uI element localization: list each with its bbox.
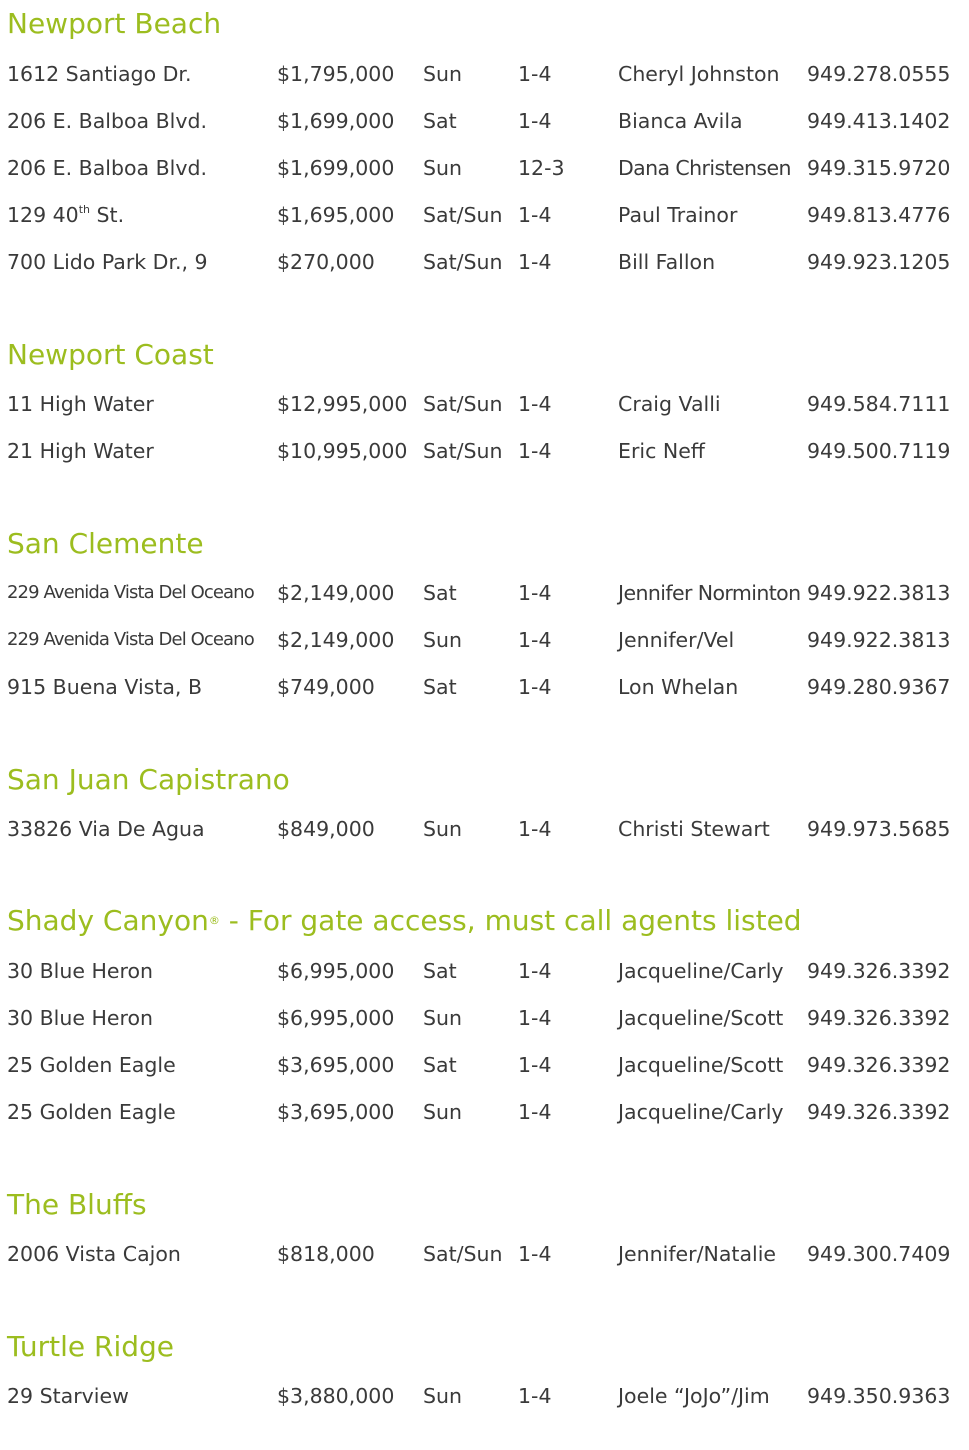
- listing-day: Sun: [423, 628, 462, 652]
- listing-address-street: St.: [90, 203, 125, 227]
- listing-day: Sat: [423, 1053, 457, 1077]
- listing-price: $1,795,000: [277, 62, 395, 86]
- section-title-turtle-ridge: Turtle Ridge: [7, 1330, 175, 1363]
- listing-agent: Jennifer/Vel: [618, 628, 735, 652]
- listing-agent: Eric Neff: [618, 439, 705, 463]
- listing-price: $10,995,000: [277, 439, 408, 463]
- listing-phone: 949.350.9363: [807, 1384, 951, 1408]
- listing-price: $270,000: [277, 250, 375, 274]
- listing-day: Sat: [423, 959, 457, 983]
- listing-price: $818,000: [277, 1242, 375, 1266]
- section-title-newport-coast: Newport Coast: [7, 338, 214, 371]
- listing-address: 206 E. Balboa Blvd.: [7, 109, 208, 133]
- listing-phone: 949.300.7409: [807, 1242, 951, 1266]
- listing-row: [0, 1381, 969, 1411]
- listing-time: 1-4: [518, 1100, 552, 1124]
- listing-row: [0, 106, 969, 136]
- listing-day: Sat/Sun: [423, 392, 503, 416]
- listing-price: $12,995,000: [277, 392, 408, 416]
- listing-phone: 949.326.3392: [807, 959, 951, 983]
- listing-row: [0, 153, 969, 183]
- listing-address: 206 E. Balboa Blvd.: [7, 156, 208, 180]
- listing-address: 229 Avenida Vista Del Oceano: [7, 582, 254, 603]
- listing-phone: 949.584.7111: [807, 392, 951, 416]
- listing-time: 1-4: [518, 817, 552, 841]
- listing-row: [0, 672, 969, 702]
- listing-row: [0, 1097, 969, 1127]
- listing-address: 21 High Water: [7, 439, 154, 463]
- ordinal-suffix: th: [78, 203, 91, 216]
- listing-phone: 949.326.3392: [807, 1100, 951, 1124]
- listing-day: Sat/Sun: [423, 203, 503, 227]
- listing-phone: 949.326.3392: [807, 1053, 951, 1077]
- listing-phone: 949.500.7119: [807, 439, 951, 463]
- listing-address: 2006 Vista Cajon: [7, 1242, 181, 1266]
- listing-row: [0, 1050, 969, 1080]
- listing-row: [0, 578, 969, 608]
- section-title-shady-canyon: [7, 904, 802, 938]
- listing-row: [0, 389, 969, 419]
- listing-phone: 949.278.0555: [807, 62, 951, 86]
- listing-day: Sat/Sun: [423, 439, 503, 463]
- listing-time: 1-4: [518, 62, 552, 86]
- listing-price: $1,699,000: [277, 109, 395, 133]
- listing-row: [0, 625, 969, 655]
- listing-price: $2,149,000: [277, 581, 395, 605]
- listing-agent: Dana Christensen: [618, 156, 791, 180]
- listing-phone: 949.922.3813: [807, 581, 951, 605]
- listing-time: 1-4: [518, 1384, 552, 1408]
- listing-address-number: 129 40: [7, 203, 79, 227]
- listing-time: 1-4: [518, 1053, 552, 1077]
- listing-agent: Craig Valli: [618, 392, 721, 416]
- listing-address: 25 Golden Eagle: [7, 1053, 176, 1077]
- listing-row: [0, 247, 969, 277]
- listing-row: [0, 1003, 969, 1033]
- listing-address: 229 Avenida Vista Del Oceano: [7, 629, 254, 650]
- listing-price: $2,149,000: [277, 628, 395, 652]
- listing-day: Sun: [423, 1100, 462, 1124]
- listing-time: 1-4: [518, 392, 552, 416]
- listing-time: 1-4: [518, 628, 552, 652]
- listing-day: Sat: [423, 109, 457, 133]
- section-title-newport-beach: Newport Beach: [7, 7, 222, 40]
- listing-agent: Jacqueline/Scott: [618, 1053, 784, 1077]
- listing-agent: Jacqueline/Carly: [618, 1100, 784, 1124]
- listing-day: Sun: [423, 817, 462, 841]
- listing-agent: Jennifer/Natalie: [618, 1242, 777, 1266]
- listing-agent: Jennifer Norminton: [618, 581, 801, 605]
- listing-time: 1-4: [518, 250, 552, 274]
- listing-phone: 949.973.5685: [807, 817, 951, 841]
- listing-agent: Cheryl Johnston: [618, 62, 780, 86]
- listing-address: 915 Buena Vista, B: [7, 675, 203, 699]
- listing-phone: 949.315.9720: [807, 156, 951, 180]
- listing-price: $3,695,000: [277, 1100, 395, 1124]
- listing-row: [0, 59, 969, 89]
- listing-time: 1-4: [518, 1006, 552, 1030]
- listing-day: Sun: [423, 156, 462, 180]
- listing-time: 1-4: [518, 675, 552, 699]
- listing-time: 12-3: [518, 156, 565, 180]
- listing-phone: 949.922.3813: [807, 628, 951, 652]
- listing-address: 30 Blue Heron: [7, 1006, 154, 1030]
- listing-time: 1-4: [518, 581, 552, 605]
- listing-agent: Jacqueline/Carly: [618, 959, 784, 983]
- listing-day: Sat: [423, 675, 457, 699]
- listing-address: 1612 Santiago Dr.: [7, 62, 192, 86]
- listing-price: $1,695,000: [277, 203, 395, 227]
- listing-row: [0, 956, 969, 986]
- section-title-san-juan-capistrano: San Juan Capistrano: [7, 763, 290, 796]
- listing-day: Sun: [423, 1384, 462, 1408]
- listing-phone: 949.923.1205: [807, 250, 951, 274]
- listing-time: 1-4: [518, 109, 552, 133]
- listing-price: $1,699,000: [277, 156, 395, 180]
- listing-day: Sat: [423, 581, 457, 605]
- listing-day: Sat/Sun: [423, 250, 503, 274]
- listing-address: 29 Starview: [7, 1384, 129, 1408]
- listing-day: Sun: [423, 62, 462, 86]
- listing-phone: 949.813.4776: [807, 203, 951, 227]
- listing-address: 25 Golden Eagle: [7, 1100, 176, 1124]
- listing-time: 1-4: [518, 959, 552, 983]
- listing-row: [0, 436, 969, 466]
- listing-price: $3,880,000: [277, 1384, 395, 1408]
- listing-address: 30 Blue Heron: [7, 959, 154, 983]
- listing-price: $3,695,000: [277, 1053, 395, 1077]
- listing-agent: Lon Whelan: [618, 675, 739, 699]
- listing-address: 700 Lido Park Dr., 9: [7, 250, 208, 274]
- listing-time: 1-4: [518, 439, 552, 463]
- listing-address: 11 High Water: [7, 392, 154, 416]
- listing-phone: 949.326.3392: [807, 1006, 951, 1030]
- listing-agent: Paul Trainor: [618, 203, 738, 227]
- registered-mark: ®: [208, 914, 220, 927]
- listing-day: Sun: [423, 1006, 462, 1030]
- section-title-main: Shady Canyon: [7, 904, 209, 937]
- listing-agent: Joele “JoJo”/Jim: [618, 1384, 770, 1408]
- listing-phone: 949.280.9367: [807, 675, 951, 699]
- listing-time: 1-4: [518, 203, 552, 227]
- section-title-san-clemente: San Clemente: [7, 527, 204, 560]
- listing-time: 1-4: [518, 1242, 552, 1266]
- listing-agent: Bill Fallon: [618, 250, 716, 274]
- listing-agent: Christi Stewart: [618, 817, 770, 841]
- listing-address: [7, 200, 124, 230]
- listing-agent: Bianca Avila: [618, 109, 743, 133]
- gate-access-note: - For gate access, must call agents listed: [219, 904, 802, 937]
- listing-agent: Jacqueline/Scott: [618, 1006, 784, 1030]
- listing-row: [0, 200, 969, 230]
- listing-price: $849,000: [277, 817, 375, 841]
- listing-day: Sat/Sun: [423, 1242, 503, 1266]
- listing-row: [0, 1239, 969, 1269]
- listing-price: $6,995,000: [277, 1006, 395, 1030]
- listing-price: $749,000: [277, 675, 375, 699]
- listing-row: [0, 814, 969, 844]
- listing-address: 33826 Via De Agua: [7, 817, 205, 841]
- listing-price: $6,995,000: [277, 959, 395, 983]
- listing-phone: 949.413.1402: [807, 109, 951, 133]
- section-title-the-bluffs: The Bluffs: [7, 1188, 147, 1221]
